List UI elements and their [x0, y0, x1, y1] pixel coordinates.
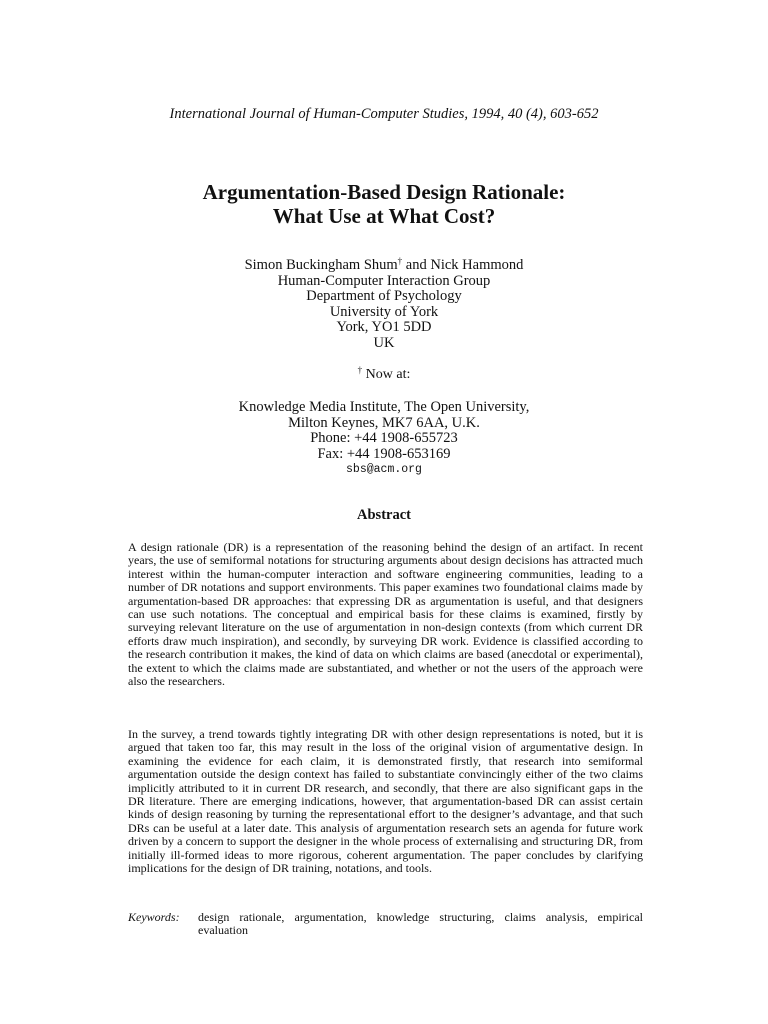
author-names: [0, 258, 768, 274]
keywords-colon: :: [175, 910, 180, 924]
contact-block: [0, 400, 768, 478]
now-at-text: Now at:: [362, 367, 411, 382]
keywords-block: [128, 911, 643, 938]
author-block: [0, 258, 768, 352]
keywords-text: design rationale, argumentation, knowledge structuring, claims analysis, empirical evaluation: [198, 910, 643, 938]
abstract-paragraph-1: A design rationale (DR) is a representation of the reasoning behind the design of an artifact. In recent years, the use of semiformal notations for structuring arguments about design decisions has attracted much interest within the human-computer interaction and software engineering communities, leading to a number of DR notations and support environments. This paper examines two foundational claims made by argumentation-based DR approaches: that expressing DR as argumentation is useful, and that designers can use such notations. The conceptual and empirical basis for these claims is examined, firstly by surveying relevant literature on the use of argumentation in non-design contexts (from which current DR efforts draw much inspiration), and secondly, by surveying DR work. Evidence is classified according to the research contribution it makes, the kind of data on which claims are based (anecdotal or experimental), the extent to which the claims made are substantiated, and whether or not the users of the approach were also the researchers.: [128, 540, 643, 689]
abstract-paragraph-2: In the survey, a trend towards tightly integrating DR with other design representations is noted, but it is argued that taken too far, this may result in the loss of the original vision of argumentative design. In examining the evidence for each claim, it is demonstrated firstly, that research into semiformal argumentation outside the design context has failed to substantiate convincingly either of the two claims implicitly attributed to it in current DR research, and secondly, that there are also significant gaps in the DR literature. There are emerging indications, however, that argumentation-based DR can assist certain kinds of design reasoning by turning the representational effort to the designer’s advantage, and that such DRs can be useful at a later date. This analysis of argumentation research sets an agenda for future work driven by a concern to support the designer in the whole process of externalising and structuring DR, from initially ill-formed ideas to more rigorous, coherent argumentation. The paper concludes by clarifying implications for the design of DR training, notations, and tools.: [128, 727, 643, 876]
journal-citation: International Journal of Human-Computer Studies, 1994, 40 (4), 603-652: [169, 106, 599, 122]
author-group: Human-Computer Interaction Group: [277, 272, 491, 289]
contact-address: Milton Keynes, MK7 6AA, U.K.: [288, 414, 480, 431]
author-university: University of York: [329, 303, 439, 320]
contact-institute: Knowledge Media Institute, The Open University,: [238, 399, 530, 415]
author-country: UK: [373, 334, 395, 351]
now-at-dagger: †: [357, 365, 363, 375]
author-department: Department of Psychology: [306, 288, 462, 305]
keywords-label: [128, 911, 198, 938]
paper-title: [0, 180, 768, 228]
author-city: York, YO1 5DD: [336, 319, 432, 336]
contact-fax: Fax: +44 1908-653169: [317, 445, 451, 462]
author-name-2: and Nick Hammond: [402, 257, 524, 273]
abstract-heading: Abstract: [357, 507, 411, 523]
now-at-note: [0, 367, 768, 383]
contact-email: sbs@acm.org: [346, 463, 422, 477]
author-name-1: Simon Buckingham Shum: [244, 257, 398, 273]
contact-phone: Phone: +44 1908-655723: [310, 430, 458, 447]
title-line-1: Argumentation-Based Design Rationale:: [202, 180, 566, 204]
dagger-mark: †: [397, 256, 403, 266]
title-line-2: What Use at What Cost?: [272, 204, 496, 228]
keywords-label-text: Keywords: [128, 910, 176, 924]
